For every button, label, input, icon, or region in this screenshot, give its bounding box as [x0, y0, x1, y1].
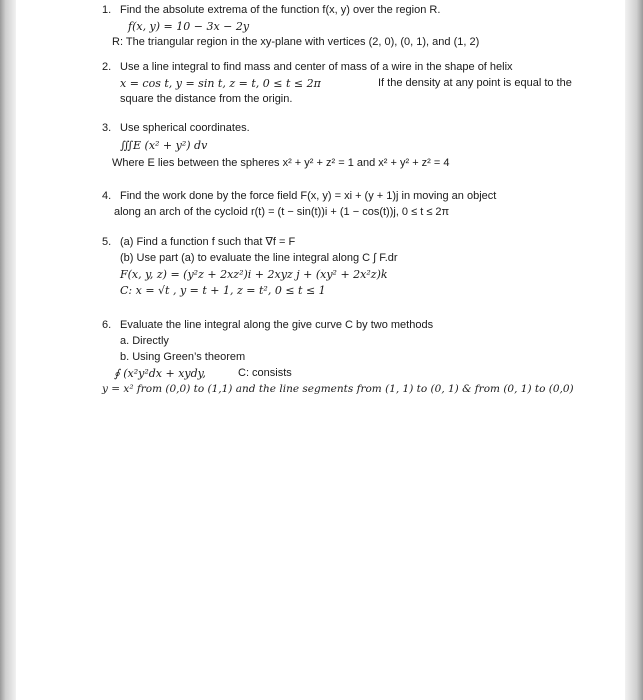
q1-region: R: The triangular region in the xy-plane with vertices (2, 0), (0, 1), and (1, 2) — [112, 36, 480, 48]
q1-prompt: Find the absolute extrema of the function f(x, y) over the region R. — [120, 4, 441, 16]
q6-line-integral: ∮ (x²y²dx + xydy, — [114, 367, 206, 380]
q6-number: 6. — [102, 319, 112, 331]
q2-number: 2. — [102, 61, 112, 73]
q3-prompt: Use spherical coordinates. — [120, 122, 250, 134]
q6-curve-description: y = x² from (0,0) to (1,1) and the line segments from (1, 1) to (0, 1) & from (0, 1) to (0,0) — [102, 383, 574, 395]
page-shadow-left — [0, 0, 16, 700]
q3-number: 3. — [102, 122, 112, 134]
q3-region: Where E lies between the spheres x² + y² + z² = 1 and x² + y² + z² = 4 — [112, 157, 450, 169]
q6-method-b: b. Using Green’s theorem — [120, 351, 246, 363]
q2-prompt: Use a line integral to find mass and center of mass of a wire in the shape of helix — [120, 61, 513, 73]
q2-density-text-cont: square the distance from the origin. — [120, 93, 293, 105]
q6-method-a: a. Directly — [120, 335, 169, 347]
q2-helix-equations: x = cos t, y = sin t, z = t, 0 ≤ t ≤ 2π — [120, 77, 321, 90]
q5-curve: C: x = √t , y = t + 1, z = t², 0 ≤ t ≤ 1 — [120, 284, 326, 297]
q1-function: f(x, y) = 10 − 3x − 2y — [128, 20, 250, 33]
document-page — [22, 0, 621, 700]
q5-vector-field: F(x, y, z) = (y²z + 2xz²)i + 2xyz j + (xy² + 2x²z)k — [120, 268, 388, 281]
q5-number: 5. — [102, 236, 112, 248]
q5-part-a: (a) Find a function f such that ∇f = F — [120, 236, 296, 248]
page-shadow-right — [625, 0, 643, 700]
q6-prompt: Evaluate the line integral along the give curve C by two methods — [120, 319, 434, 331]
q6-consists-label: C: consists — [238, 367, 292, 379]
q4-prompt: Find the work done by the force field F(x, y) = xi + (y + 1)j in moving an object — [120, 190, 497, 202]
q5-part-b: (b) Use part (a) to evaluate the line integral along C ∫ F.dr — [120, 252, 398, 264]
q4-number: 4. — [102, 190, 112, 202]
q1-number: 1. — [102, 4, 112, 16]
q2-density-text: If the density at any point is equal to the — [378, 77, 572, 89]
q4-cycloid: along an arch of the cycloid r(t) = (t − sin(t))i + (1 − cos(t))j, 0 ≤ t ≤ 2π — [114, 206, 450, 218]
q3-triple-integral: ∭E (x² + y²) dv — [120, 139, 208, 152]
